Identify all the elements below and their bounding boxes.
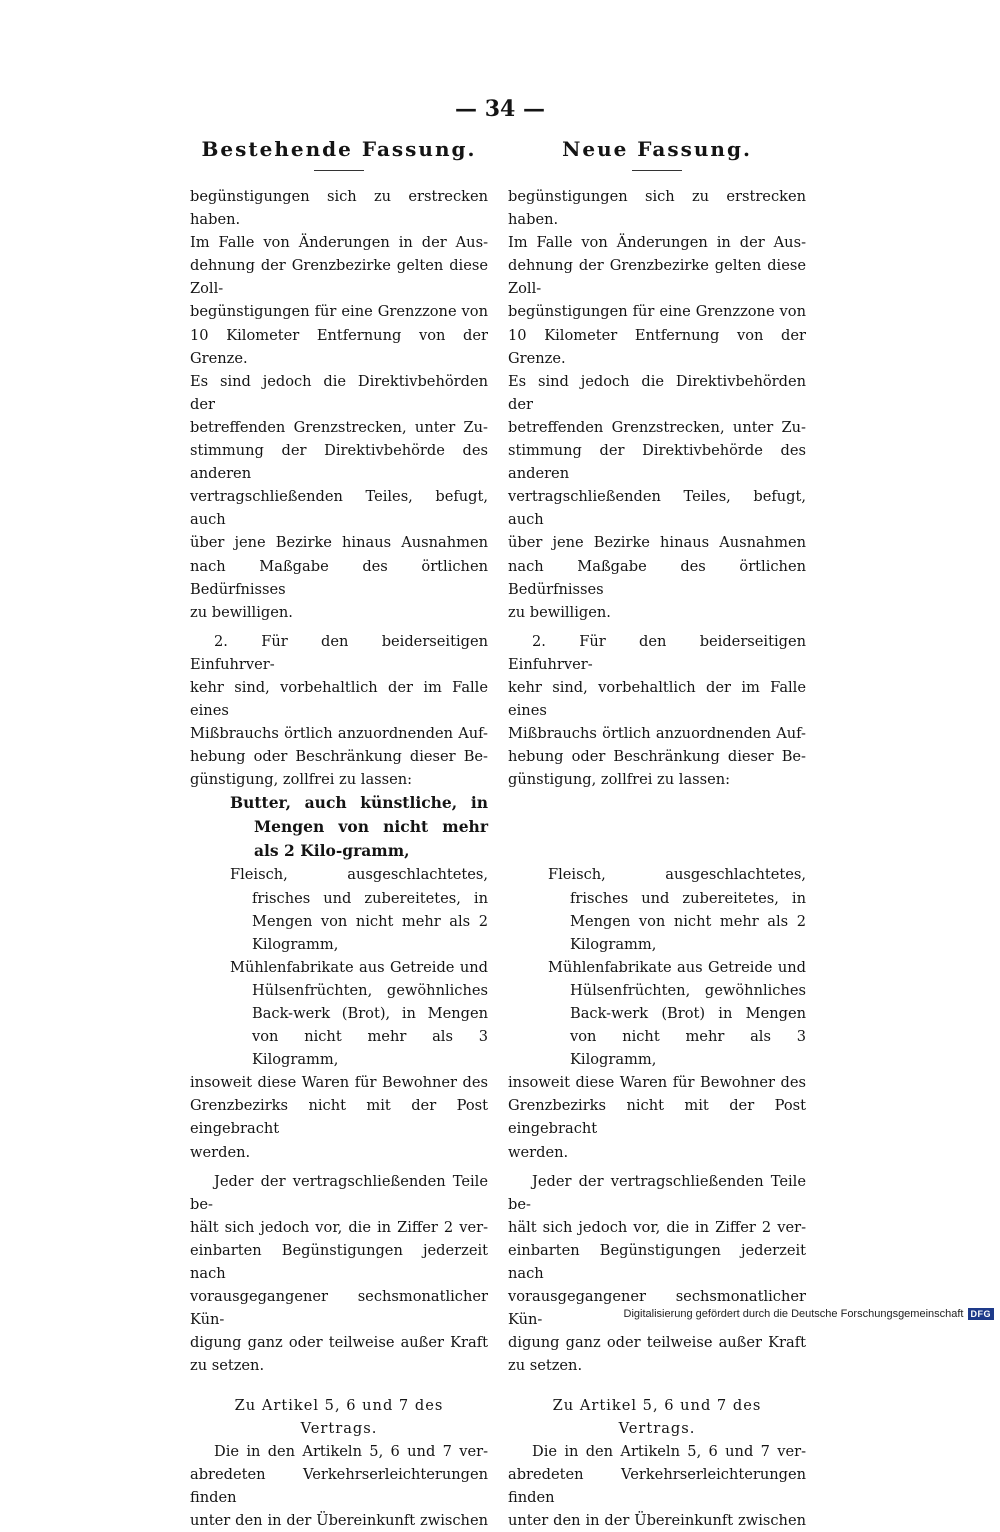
text-line: kehr sind, vorbehaltlich der im Falle eines [190, 678, 488, 720]
heading-rule [314, 170, 364, 171]
column-new-version [508, 136, 806, 1532]
text-line: Mißbrauchs örtlich anzuordnenden Auf- [190, 725, 488, 743]
text-line: Mißbrauchs örtlich anzuordnenden Auf- [508, 725, 806, 743]
list-item-butter: Butter, auch künstliche, in Mengen von nicht mehr als 2 Kilo-gramm, [230, 793, 488, 861]
digitization-credit [624, 1308, 994, 1320]
text-line: Jeder der vertragschließenden Teile be- [508, 1172, 806, 1213]
column-heading: Neue Fassung. [562, 137, 752, 161]
text-line: abredeten Verkehrserleichterungen finden [190, 1465, 488, 1506]
text-line: betreffenden Grenzstrecken, unter Zu- [190, 418, 488, 436]
list-item-fleisch: Fleisch, ausgeschlachtetes, frisches und zubereitetes, in Mengen von nicht mehr als 2 Kilogramm, [548, 866, 806, 953]
text-line: 10 Kilometer Entfernung von der Grenze. [508, 326, 806, 367]
section-heading: Zu Artikel 5, 6 und 7 des [234, 1396, 444, 1414]
text-line: begünstigungen sich zu erstrecken haben. [508, 188, 806, 229]
text-line: vorausgegangener sechsmonatlicher Kün- [508, 1288, 806, 1329]
text-line: werden. [190, 1143, 251, 1161]
text-line: abredeten Verkehrserleichterungen finden [508, 1465, 806, 1506]
section-heading: Vertrags. [300, 1419, 378, 1437]
text-line: 2. Für den beiderseitigen Einfuhrver- [190, 632, 488, 673]
text-line: Die in den Artikeln 5, 6 und 7 ver- [532, 1442, 806, 1460]
text-line: unter den in der Übereinkunft zwischen [508, 1511, 806, 1529]
section-heading: Vertrags. [618, 1419, 696, 1437]
text-line: Jeder der vertragschließenden Teile be- [190, 1172, 488, 1213]
list-item-fleisch: Fleisch, ausgeschlachtetes, frisches und zubereitetes, in Mengen von nicht mehr als 2 Kilogramm, [230, 866, 488, 953]
text-line: zu setzen. [190, 1357, 265, 1375]
text-line: begünstigungen für eine Grenzzone von [508, 303, 806, 321]
text-line: günstigung, zollfrei zu lassen: [190, 771, 413, 789]
text-line: nach Maßgabe des örtlichen Bedürfnisses [190, 557, 488, 598]
text-line: einbarten Begünstigungen jederzeit nach [508, 1241, 806, 1283]
text-line: werden. [508, 1143, 569, 1161]
text-line: stimmung der Direktivbehörde des anderen [508, 442, 806, 483]
text-line: günstigung, zollfrei zu lassen: [508, 771, 731, 789]
text-line: begünstigungen für eine Grenzzone von [190, 303, 488, 321]
text-line: vertragschließenden Teiles, befugt, auch [508, 488, 806, 529]
text-line: stimmung der Direktivbehörde des anderen [190, 442, 488, 483]
column-existing-version [190, 136, 488, 1532]
text-line: insoweit diese Waren für Bewohner des [190, 1074, 488, 1092]
text-line: Es sind jedoch die Direktivbehörden der [190, 372, 488, 413]
text-line: begünstigungen sich zu erstrecken haben. [190, 188, 488, 229]
text-line: digung ganz oder teilweise außer Kraft [508, 1334, 806, 1352]
text-line: hält sich jedoch vor, die in Ziffer 2 ver- [508, 1218, 806, 1236]
text-line: vorausgegangener sechsmonatlicher Kün- [190, 1288, 488, 1329]
text-line: kehr sind, vorbehaltlich der im Falle eines [508, 678, 806, 720]
list-item-muehlenfabrikate: Mühlenfabrikate aus Getreide und Hülsenfrüchten, gewöhnliches Back-werk (Brot), in Mengen von nicht mehr als 3 Kilogramm, [230, 958, 488, 1069]
text-line: betreffenden Grenzstrecken, unter Zu- [508, 418, 806, 436]
text-line: nach Maßgabe des örtlichen Bedürfnisses [508, 557, 806, 598]
text-line: hebung oder Beschränkung dieser Be- [190, 748, 488, 766]
text-line: einbarten Begünstigungen jederzeit nach [190, 1241, 488, 1283]
heading-rule [632, 170, 682, 171]
text-line: 2. Für den beiderseitigen Einfuhrver- [508, 632, 806, 673]
text-line: Im Falle von Änderungen in der Aus- [508, 234, 806, 252]
text-line: Grenzbezirks nicht mit der Post eingebracht [190, 1097, 488, 1138]
section-heading: Zu Artikel 5, 6 und 7 des [552, 1396, 762, 1414]
column-heading: Bestehende Fassung. [201, 137, 477, 161]
page-number: — 34 — [455, 96, 545, 122]
list-item-muehlenfabrikate: Mühlenfabrikate aus Getreide und Hülsenfrüchten, gewöhnliches Back-werk (Brot) in Mengen von nicht mehr als 3 Kilogramm, [548, 958, 806, 1069]
text-line: dehnung der Grenzbezirke gelten diese Zoll- [190, 257, 488, 298]
credit-text: Digitalisierung gefördert durch die Deutsche Forschungsgemeinschaft [623, 1308, 964, 1320]
text-line: über jene Bezirke hinaus Ausnahmen [190, 534, 488, 552]
removed-item-gap [508, 791, 806, 863]
dfg-logo: DFG [968, 1308, 995, 1320]
text-line: insoweit diese Waren für Bewohner des [508, 1074, 806, 1092]
text-line: vertragschließenden Teiles, befugt, auch [190, 488, 488, 529]
text-line: über jene Bezirke hinaus Ausnahmen [508, 534, 806, 552]
text-line: unter den in der Übereinkunft zwischen [190, 1511, 488, 1529]
text-line: Grenzbezirks nicht mit der Post eingebracht [508, 1097, 806, 1138]
text-line: hebung oder Beschränkung dieser Be- [508, 748, 806, 766]
text-line: Im Falle von Änderungen in der Aus- [190, 234, 488, 252]
text-line: hält sich jedoch vor, die in Ziffer 2 ver- [190, 1218, 488, 1236]
text-line: zu setzen. [508, 1357, 583, 1375]
text-line: zu bewilligen. [508, 603, 611, 621]
text-line: 10 Kilometer Entfernung von der Grenze. [190, 326, 488, 367]
text-line: Die in den Artikeln 5, 6 und 7 ver- [214, 1442, 488, 1460]
text-line: zu bewilligen. [190, 603, 293, 621]
text-line: dehnung der Grenzbezirke gelten diese Zoll- [508, 257, 806, 298]
text-line: digung ganz oder teilweise außer Kraft [190, 1334, 488, 1352]
text-line: Es sind jedoch die Direktivbehörden der [508, 372, 806, 413]
